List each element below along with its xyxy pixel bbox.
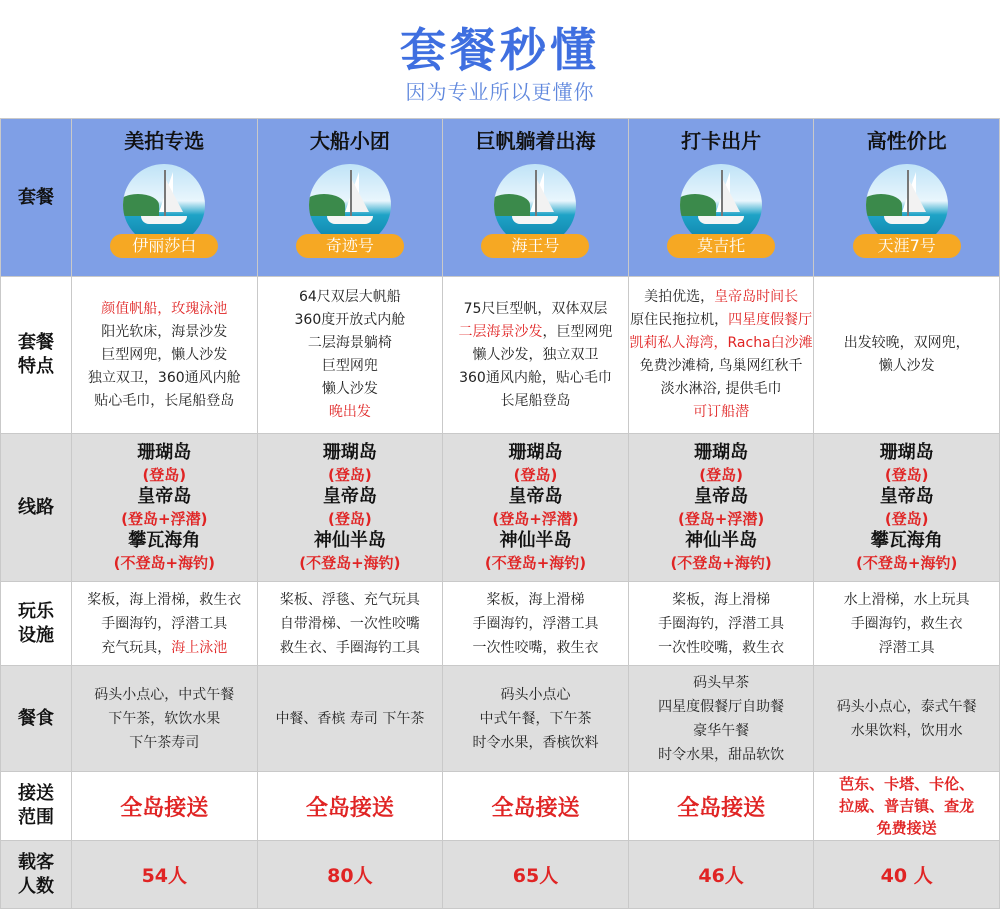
text-line — [72, 612, 257, 636]
facilities-cell — [814, 582, 1000, 666]
highlight-text: 海上泳池 — [171, 639, 228, 656]
meal-line: 码头小点心，中式午餐 — [94, 686, 235, 703]
capacity-value: 40 人 — [880, 865, 933, 887]
meal-line: 时令水果，甜品软饮 — [658, 746, 785, 763]
row-label-line: 设施 — [18, 624, 54, 646]
meals-row — [1, 666, 1000, 772]
row-label-capacity — [1, 841, 72, 909]
text-line — [814, 636, 999, 660]
island-name: 皇帝岛 — [879, 485, 934, 507]
boat-name-badge: 海王号 — [481, 234, 589, 258]
features-cell — [257, 277, 443, 434]
meal-line: 中餐、香槟 寿司 下午茶 — [275, 710, 425, 727]
island-name: 皇帝岛 — [508, 485, 563, 507]
transfer-scope-line: 免费接送 — [876, 819, 937, 837]
text-line — [629, 378, 814, 401]
text-line — [629, 612, 814, 636]
plain-text: 手圈海钓，浮潜工具 — [101, 615, 228, 632]
highlight-text: 皇帝岛时间长 — [714, 289, 799, 305]
plain-text: 救生衣、手圈海钓工具 — [279, 639, 420, 656]
island-name: 皇帝岛 — [137, 485, 192, 507]
island-activity-note: (登岛) — [884, 509, 929, 528]
row-label-line: 范围 — [18, 807, 54, 828]
transfer-cell — [814, 772, 1000, 841]
package-row — [1, 119, 1000, 277]
text-line — [629, 286, 814, 309]
facilities-cell — [257, 582, 443, 666]
plain-text: 充气玩具， — [101, 639, 172, 656]
boat-name-badge: 莫吉托 — [667, 234, 775, 258]
island-activity-note: (不登岛+海钓) — [856, 553, 958, 572]
boat-hull-shape — [512, 216, 558, 224]
island-activity-note: (登岛+浮潜) — [121, 509, 208, 528]
package-cell[interactable] — [814, 119, 1000, 277]
island-name: 攀瓦海角 — [870, 529, 943, 551]
text-line — [814, 612, 999, 636]
boat-hull-shape — [141, 216, 187, 224]
island-activity-note: (登岛) — [513, 465, 558, 484]
plain-text: 独立双卫，360通风内舱 — [87, 369, 241, 386]
text-line — [443, 321, 628, 344]
capacity-cell — [628, 841, 814, 909]
boat-mast-shape — [350, 170, 352, 220]
text-line — [443, 390, 628, 413]
meal-line: 水果饮料，饮用水 — [850, 722, 963, 739]
package-cell[interactable] — [72, 119, 258, 277]
island-name: 神仙半岛 — [499, 529, 572, 551]
island-activity-note: (登岛) — [328, 465, 372, 484]
package-name: 巨帆躺着出海 — [475, 129, 596, 153]
text-line — [258, 401, 443, 424]
plain-text: ，巨型网兜 — [542, 323, 613, 340]
text-line — [629, 309, 814, 332]
transfer-row — [1, 772, 1000, 841]
boat-land-shape — [680, 194, 716, 216]
facilities-cell — [628, 582, 814, 666]
text-line — [814, 588, 999, 612]
route-cell — [814, 434, 1000, 582]
island-activity-note: (登岛) — [142, 465, 187, 484]
text-line — [814, 355, 999, 378]
meal-line: 码头小点心 — [500, 686, 571, 703]
route-row — [1, 434, 1000, 582]
plain-text: 手圈海钓，浮潜工具 — [472, 615, 599, 632]
capacity-cell — [72, 841, 258, 909]
route-cell — [443, 434, 629, 582]
island-name: 神仙半岛 — [685, 529, 758, 551]
route-cell — [257, 434, 443, 582]
plain-text: 一次性咬嘴，救生衣 — [658, 639, 785, 656]
facilities-row — [1, 582, 1000, 666]
plain-text: 淡水淋浴, 提供毛巾 — [660, 381, 782, 397]
island-activity-note: (不登岛+海钓) — [299, 553, 401, 572]
boat-name-badge: 天涯7号 — [853, 234, 961, 258]
plain-text: 出发较晚，双网兜， — [843, 335, 970, 351]
boat-mast-shape — [907, 170, 909, 220]
text-line — [814, 332, 999, 355]
boat-land-shape — [123, 194, 159, 216]
boat-name-badge: 伊丽莎白 — [110, 234, 218, 258]
plain-text: 桨板，海上滑梯 — [486, 591, 585, 608]
boat-mast-shape — [164, 170, 166, 220]
transfer-scope-line: 芭东、卡塔、卡伦、 — [839, 775, 975, 793]
meal-line: 下午茶，软饮水果 — [108, 710, 221, 727]
capacity-value: 80人 — [327, 865, 373, 887]
text-line — [443, 367, 628, 390]
boat-land-shape — [309, 194, 345, 216]
highlight-text: 颜值帆船，玫瑰泳池 — [101, 300, 228, 317]
capacity-value: 54人 — [141, 865, 188, 887]
transfer-cell — [72, 772, 258, 841]
row-label-transfer — [1, 772, 72, 841]
meal-line: 豪华午餐 — [693, 722, 750, 739]
text-line — [443, 344, 628, 367]
island-activity-note: (登岛+浮潜) — [492, 509, 579, 528]
package-cell[interactable] — [628, 119, 814, 277]
row-label-package: 套餐 — [1, 119, 72, 277]
plain-text: 手圈海钓，救生衣 — [850, 615, 963, 632]
boat-photo-wrap — [290, 164, 410, 270]
boat-sail2-shape — [351, 178, 369, 212]
island-name: 珊瑚岛 — [508, 441, 563, 463]
boat-photo-wrap — [661, 164, 781, 270]
highlight-text: 可订船潜 — [693, 404, 750, 420]
capacity-cell — [443, 841, 629, 909]
boat-sail2-shape — [165, 178, 183, 212]
row-label-route: 线路 — [1, 434, 72, 582]
plain-text: 手圈海钓，浮潜工具 — [658, 615, 785, 632]
plain-text: 懒人沙发 — [878, 358, 935, 374]
text-line — [72, 636, 257, 660]
text-line — [629, 401, 814, 424]
text-line — [629, 355, 814, 378]
plain-text: 360度开放式内舱 — [294, 312, 406, 328]
plain-text: 桨板，海上滑梯 — [672, 591, 771, 608]
facilities-cell — [72, 582, 258, 666]
row-label-line: 特点 — [18, 356, 54, 377]
meal-line: 时令水果，香槟饮料 — [472, 734, 599, 751]
boat-hull-shape — [884, 216, 930, 224]
meal-line: 码头早茶 — [693, 674, 750, 691]
meals-cell — [628, 666, 814, 772]
plain-text: 桨板，海上滑梯，救生衣 — [87, 591, 242, 608]
plain-text: 360通风内舱，贴心毛巾 — [459, 369, 612, 386]
package-name: 高性价比 — [866, 129, 947, 153]
island-name: 珊瑚岛 — [879, 441, 934, 463]
plain-text: 浮潜工具 — [878, 639, 935, 656]
boat-hull-shape — [698, 216, 744, 224]
text-line — [629, 636, 814, 660]
row-label-line: 载客 — [18, 851, 54, 873]
transfer-scope: 全岛接送 — [120, 795, 209, 821]
text-line — [72, 298, 257, 321]
text-line — [258, 309, 443, 332]
text-line — [258, 286, 443, 309]
boat-land-shape — [866, 194, 902, 216]
text-line — [258, 588, 443, 612]
island-activity-note: (登岛) — [328, 509, 372, 528]
highlight-text: 二层海景沙发 — [458, 323, 543, 340]
plain-text: 懒人沙发 — [321, 381, 378, 397]
island-name: 皇帝岛 — [322, 485, 377, 507]
boat-sail2-shape — [908, 178, 926, 212]
meal-line: 码头小点心，泰式午餐 — [836, 698, 977, 715]
text-line — [72, 344, 257, 367]
plain-text: 长尾船登岛 — [500, 392, 571, 409]
package-cell[interactable] — [257, 119, 443, 277]
text-line — [258, 612, 443, 636]
highlight-text: 晚出发 — [328, 404, 371, 420]
text-line — [258, 636, 443, 660]
plain-text: 巨型网兜 — [321, 358, 378, 374]
capacity-row — [1, 841, 1000, 909]
text-line — [629, 332, 814, 355]
boat-sail2-shape — [722, 178, 740, 212]
island-activity-note: (不登岛+海钓) — [484, 553, 587, 572]
text-line — [443, 612, 628, 636]
island-activity-note: (不登岛+海钓) — [113, 553, 215, 572]
highlight-text: 四星度假餐厅 — [728, 312, 813, 328]
capacity-value: 65人 — [512, 865, 559, 887]
features-cell — [72, 277, 258, 434]
plain-text: 桨板、浮毯、充气玩具 — [279, 591, 420, 608]
capacity-cell — [257, 841, 443, 909]
island-activity-note: (登岛) — [884, 465, 929, 484]
meal-line: 四星度假餐厅自助餐 — [658, 698, 785, 715]
boat-hull-shape — [327, 216, 373, 224]
boat-sail2-shape — [536, 178, 554, 212]
package-name: 打卡出片 — [681, 129, 762, 153]
text-line — [72, 390, 257, 413]
text-line — [72, 321, 257, 344]
page-header — [0, 0, 1000, 118]
package-cell[interactable] — [443, 119, 629, 277]
plain-text: 阳光软床，海景沙发 — [101, 323, 228, 340]
boat-photo-wrap — [104, 164, 224, 270]
meals-cell — [814, 666, 1000, 772]
text-line — [629, 588, 814, 612]
features-cell — [443, 277, 629, 434]
page-title: 套餐秒懂 — [400, 23, 600, 77]
transfer-scope-line: 拉威、普吉镇、查龙 — [839, 797, 975, 815]
row-label-meals: 餐食 — [1, 666, 72, 772]
island-activity-note: (登岛) — [699, 465, 743, 484]
island-name: 珊瑚岛 — [137, 441, 192, 463]
boat-photo-wrap — [847, 164, 967, 270]
text-line — [443, 588, 628, 612]
text-line — [258, 332, 443, 355]
features-cell — [814, 277, 1000, 434]
row-label-facilities — [1, 582, 72, 666]
plain-text: 免费沙滩椅, 鸟巢网红秋千 — [639, 358, 803, 374]
row-label-line: 玩乐 — [18, 600, 54, 622]
transfer-cell — [628, 772, 814, 841]
plain-text: 懒人沙发，独立双卫 — [472, 346, 599, 363]
transfer-scope: 全岛接送 — [305, 795, 394, 821]
plain-text: 64尺双层大帆船 — [298, 289, 401, 305]
meal-line: 下午茶寿司 — [129, 734, 200, 751]
meals-cell — [443, 666, 629, 772]
features-cell — [628, 277, 814, 434]
island-activity-note: (不登岛+海钓) — [670, 553, 772, 572]
text-line — [258, 355, 443, 378]
plain-text: 自带滑梯、一次性咬嘴 — [279, 615, 420, 632]
text-line — [72, 588, 257, 612]
route-cell — [628, 434, 814, 582]
capacity-value: 46人 — [698, 865, 744, 887]
boat-mast-shape — [535, 170, 537, 220]
boat-photo-wrap — [475, 164, 595, 270]
transfer-scope: 全岛接送 — [677, 795, 766, 821]
boat-mast-shape — [721, 170, 723, 220]
boat-land-shape — [494, 194, 530, 216]
island-name: 珊瑚岛 — [694, 441, 749, 463]
plain-text: 巨型网兜，懒人沙发 — [101, 346, 228, 363]
boat-name-badge: 奇迹号 — [296, 234, 404, 258]
text-line — [443, 298, 628, 321]
plain-text: 75尺巨型帆，双体双层 — [463, 300, 608, 317]
text-line — [72, 367, 257, 390]
facilities-cell — [443, 582, 629, 666]
island-name: 攀瓦海角 — [128, 529, 201, 551]
highlight-text: 凯莉私人海湾，Racha白沙滩 — [629, 335, 813, 351]
meals-cell — [72, 666, 258, 772]
features-row — [1, 277, 1000, 434]
package-name: 大船小团 — [309, 129, 390, 153]
capacity-cell — [814, 841, 1000, 909]
plain-text: 一次性咬嘴，救生衣 — [472, 639, 599, 656]
transfer-cell — [257, 772, 443, 841]
meal-line: 中式午餐，下午茶 — [479, 710, 592, 727]
package-comparison-table — [0, 118, 1000, 909]
row-label-line: 人数 — [18, 875, 54, 897]
row-label-features — [1, 277, 72, 434]
plain-text: 水上滑梯，水上玩具 — [843, 591, 970, 608]
island-name: 神仙半岛 — [313, 529, 386, 551]
row-label-line: 接送 — [18, 783, 54, 804]
plain-text: 二层海景躺椅 — [307, 335, 392, 351]
plain-text: 美拍优选， — [644, 289, 715, 305]
island-activity-note: (登岛+浮潜) — [677, 509, 765, 528]
island-name: 皇帝岛 — [694, 485, 749, 507]
text-line — [443, 636, 628, 660]
route-cell — [72, 434, 258, 582]
transfer-cell — [443, 772, 629, 841]
plain-text: 贴心毛巾，长尾船登岛 — [94, 392, 235, 409]
row-label-line: 套餐 — [18, 332, 54, 353]
text-line — [258, 378, 443, 401]
island-name: 珊瑚岛 — [322, 441, 377, 463]
page-subtitle: 因为专业所以更懂你 — [405, 80, 595, 104]
transfer-scope: 全岛接送 — [491, 795, 580, 821]
plain-text: 原住民拖拉机， — [630, 312, 729, 328]
meals-cell — [257, 666, 443, 772]
package-name: 美拍专选 — [124, 129, 205, 153]
